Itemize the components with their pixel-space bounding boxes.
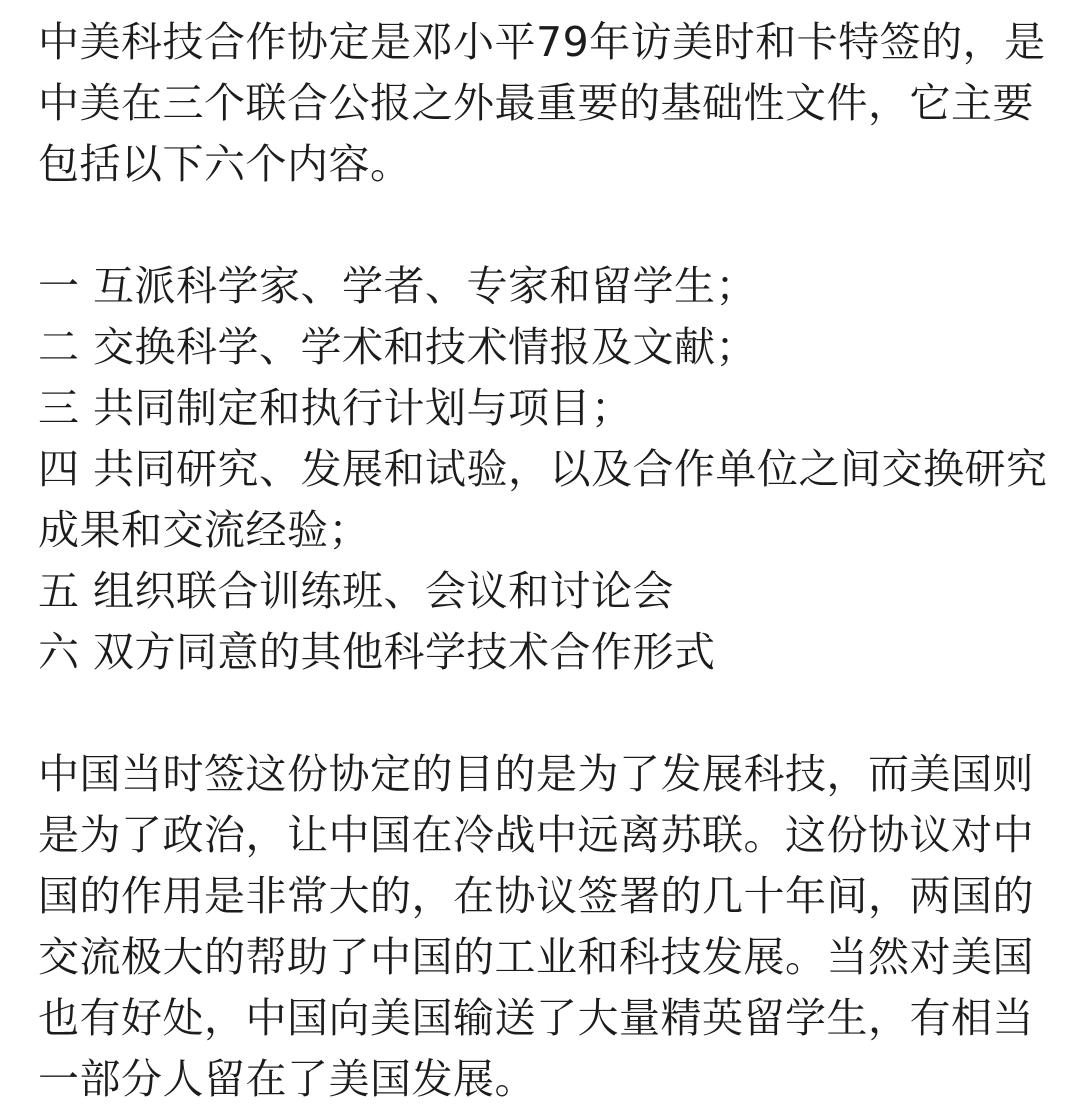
list-item-text: 双方同意的其他科学技术合作形式: [93, 628, 716, 676]
list-item-text: 共同研究、发展和试验，以及合作单位之间交换研究成果和交流经验；: [38, 445, 1048, 554]
intro-paragraph: 中美科技合作协定是邓小平79年访美时和卡特签的，是中美在三个联合公报之外最重要的基础性文件，它主要包括以下六个内容。: [38, 18, 1046, 188]
list-item-text: 交换科学、学术和技术情报及文献；: [93, 323, 757, 371]
list-item-text: 组织联合训练班、会议和讨论会: [93, 567, 674, 615]
list-marker: 五: [38, 567, 80, 615]
paragraph-gap: [38, 683, 1048, 744]
list-marker: 六: [38, 628, 80, 676]
article-body: [38, 12, 1048, 1110]
list-marker: 一: [38, 262, 80, 310]
list-item: [38, 439, 1048, 561]
conclusion-paragraph: 中国当时签这份协定的目的是为了发展科技，而美国则是为了政治，让中国在冷战中远离苏联。这份协议对中国的作用是非常大的，在协议签署的几十年间，两国的交流极大的帮助了中国的工业和科技发展。当然对美国也有好处，中国向美国输送了大量精英留学生，有相当一部分人留在了美国发展。: [38, 750, 1034, 1103]
list-marker: 二: [38, 323, 80, 371]
paragraph-gap: [38, 195, 1048, 256]
list-item: [38, 561, 1048, 622]
list-item: [38, 378, 1048, 439]
list-item: [38, 256, 1048, 317]
list-marker: 三: [38, 384, 80, 432]
list-item-text: 互派科学家、学者、专家和留学生；: [93, 262, 757, 310]
list-item: [38, 317, 1048, 378]
list-item: [38, 622, 1048, 683]
list-item-text: 共同制定和执行计划与项目；: [93, 384, 633, 432]
list-marker: 四: [38, 445, 80, 493]
content-list: [38, 256, 1048, 683]
